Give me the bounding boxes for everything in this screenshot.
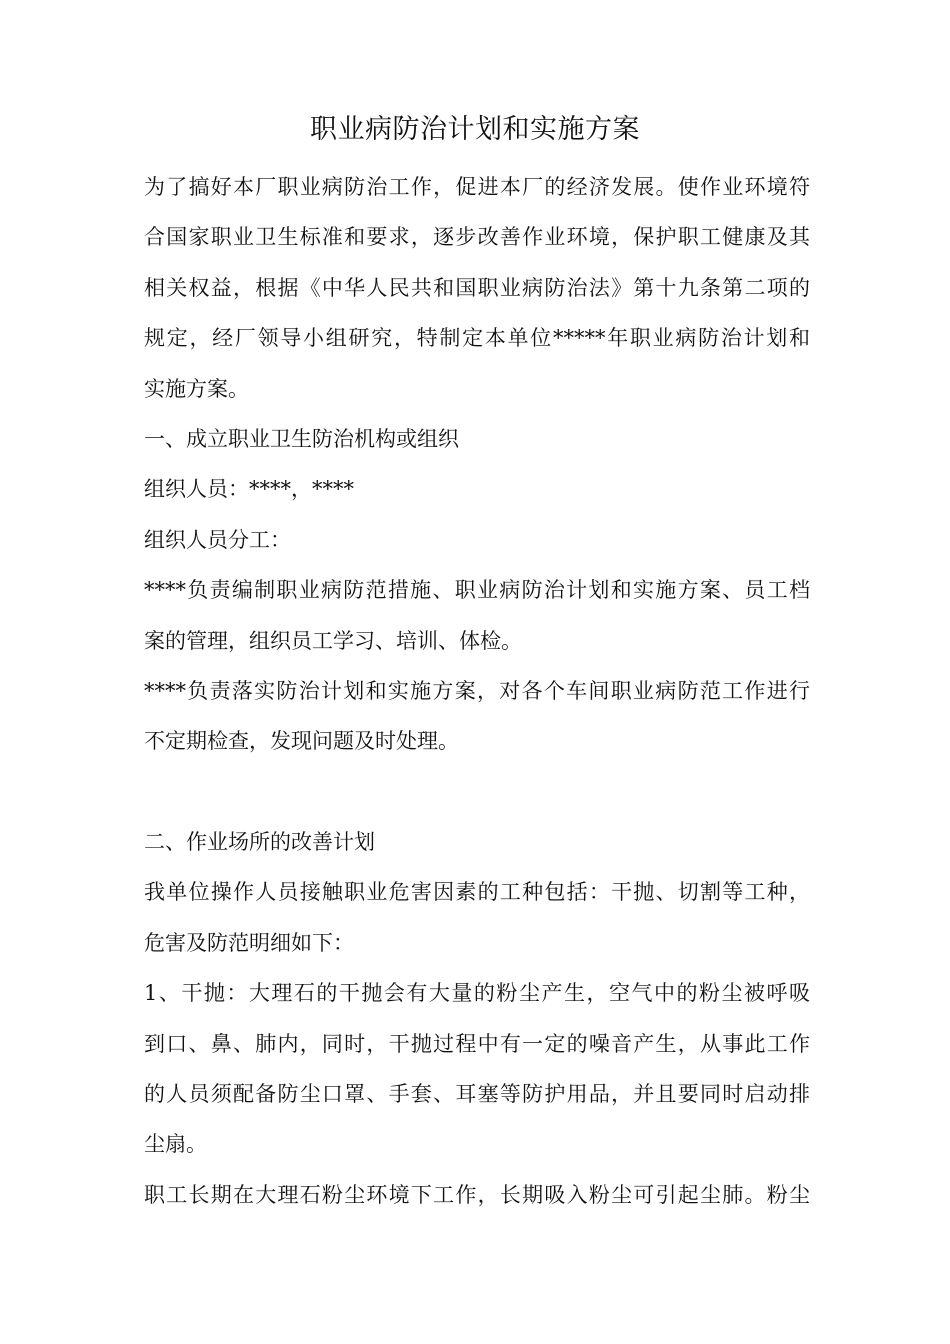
paragraph-line: 案的管理，组织员工学习、培训、体检。 (144, 628, 522, 653)
paragraph-line: 组织人员：****，**** (144, 477, 354, 502)
paragraph-line: ****负责落实防治计划和实施方案，对各个车间职业病防范工作进行 (144, 678, 810, 703)
paragraph-line: 尘扇。 (144, 1132, 207, 1157)
paragraph-line: 的人员须配备防尘口罩、手套、耳塞等防护用品，并且要同时启动排 (144, 1082, 810, 1107)
paragraph-line: 实施方案。 (144, 376, 249, 401)
paragraph-line: ****负责编制职业病防范措施、职业病防治计划和实施方案、员工档 (144, 578, 810, 603)
paragraph-line: 为了搞好本厂职业病防治工作，促进本厂的经济发展。使作业环境符 (144, 175, 810, 199)
paragraph-line: 不定期检查，发现问题及时处理。 (144, 729, 459, 754)
document-body (144, 162, 810, 1220)
paragraph-line: 职工长期在大理石粉尘环境下工作，长期吸入粉尘可引起尘肺。粉尘 (144, 1182, 810, 1207)
paragraph-line: 规定，经厂领导小组研究，特制定本单位*****年职业病防治计划和 (144, 326, 810, 351)
paragraph-line: 1、干抛：大理石的干抛会有大量的粉尘产生，空气中的粉尘被呼吸 (144, 981, 810, 1006)
paragraph-line: 组织人员分工： (144, 527, 291, 552)
paragraph-line: 危害及防范明细如下： (144, 930, 354, 955)
section-heading: 一、成立职业卫生防治机构或组织 (144, 426, 459, 451)
paragraph-line: 合国家职业卫生标准和要求，逐步改善作业环境，保护职工健康及其 (144, 225, 810, 250)
paragraph-line: 相关权益，根据《中华人民共和国职业病防治法》第十九条第二项的 (144, 275, 810, 300)
blank-line (144, 767, 810, 817)
section-heading: 二、作业场所的改善计划 (144, 830, 375, 855)
paragraph-line: 到口、鼻、肺内，同时，干抛过程中有一定的噪音产生，从事此工作 (144, 1031, 810, 1056)
document-title: 职业病防治计划和实施方案 (310, 114, 640, 145)
paragraph-line: 我单位操作人员接触职业危害因素的工种包括：干抛、切割等工种， (144, 880, 810, 905)
